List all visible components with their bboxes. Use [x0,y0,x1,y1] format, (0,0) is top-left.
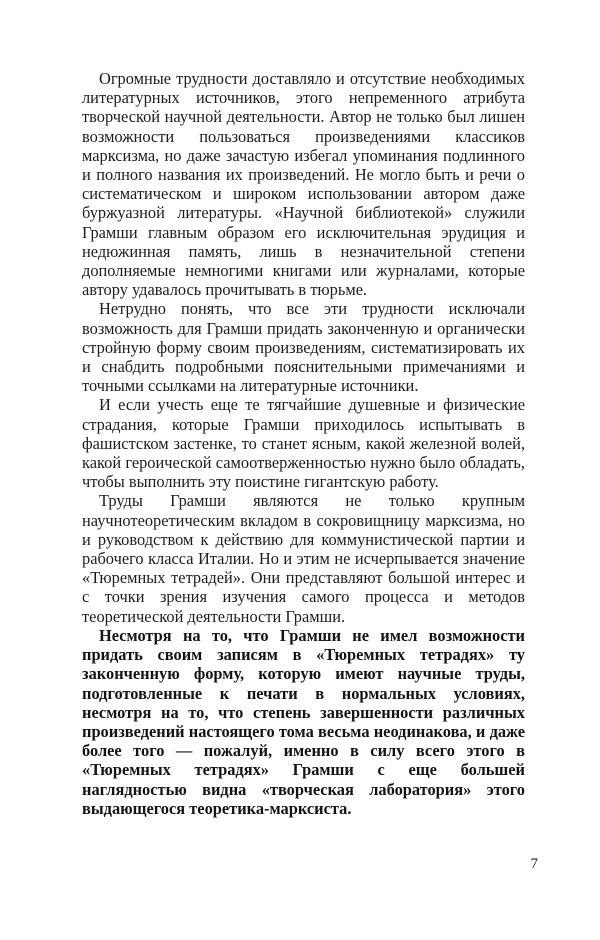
body-text [82,69,525,818]
paragraph-2: Нетрудно понять, что все эти трудности исключали возможность для Грамши придать законченную и органически стройную форму своим произведениям, систематизировать их и снабдить подробными пояснительными примечаниями и точными ссылками на литературные источники. [82,299,525,396]
paragraph-3: И если учесть еще те тягчайшие душевные и физические страдания, которые Грамши приходилось испытывать в фашистском застенке, то станет ясным, какой железной волей, какой героической самоотверженностью нужно было обладать, чтобы выполнить эту поистине гигантскую работу. [82,395,525,492]
paragraph-4: Труды Грамши являются не только крупным научнотеоретическим вкладом в сокровищницу марксизма, но и руководством к действию для коммунистической партии и рабочего класса Италии. Но и этим не исчерпывается значение «Тюремных тетрадей». Они представляют большой интерес и с точки зрения изучения самого процесса и методов теоретической деятельности Грамши. [82,491,525,626]
paragraph-5: Несмотря на то, что Грамши не имел возможности придать своим записям в «Тюремных тетрадях» ту законченную форму, которую имеют научные труды, подготовленные к печати в нормальных условиях, несмотря на то, что степень завершенности различных произведений настоящего тома весьма неодинакова, и даже более того — пожалуй, именно в силу всего этого в «Тюремных тетрадях» Грамши с еще большей наглядностью видна «творческая лаборатория» этого выдающегося теоретика-марксиста. [82,625,525,818]
paragraph-1: Огромные трудности доставляло и отсутствие необходимых литературных источников, этого непременного атрибута творческой научной деятельности. Автор не только был лишен возможности пользоваться произведениями классиков марксизма, но даже зачастую избегал упоминания подлинного и полного названия их произведений. Не могло быть и речи о систематическом и широком использовании автором даже буржуазной литературы. «Научной библиотекой» служили Грамши главным образом его исключительная эрудиция и недюжинная память, лишь в незначительной степени дополняемые немногими книгами или журналами, которые автору удавалось прочитывать в тюрьме. [82,69,525,300]
page-number: 7 [530,856,538,872]
